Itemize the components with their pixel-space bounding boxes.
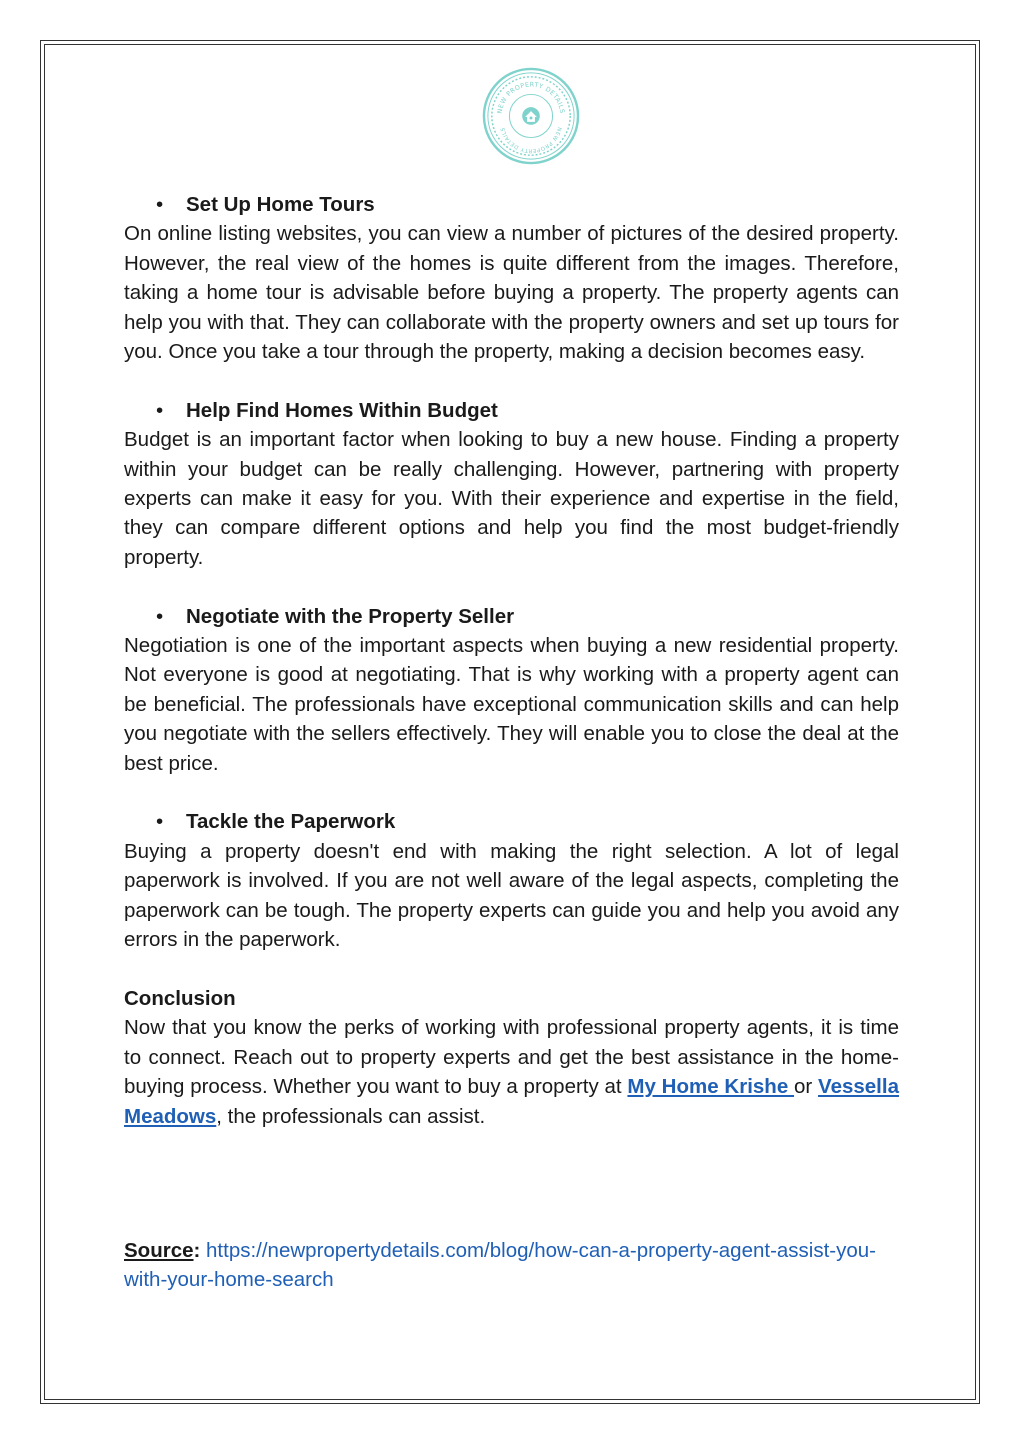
conclusion-text-end: , the professionals can assist. [216, 1104, 486, 1128]
section-heading-text: Negotiate with the Property Seller [186, 604, 515, 628]
bullet-icon: • [156, 398, 164, 422]
section-negotiate [124, 602, 899, 778]
main-content [124, 190, 899, 1160]
section-heading [124, 807, 899, 836]
svg-text:NEW PROPERTY DETAILS: NEW PROPERTY DETAILS [500, 126, 562, 154]
conclusion-heading: Conclusion [124, 986, 236, 1010]
conclusion-text-start: Now that you know the perks of working with professional property agents, it is time to connect. Reach out to property experts and get the best assistance in the home-buying process. Whether you want to buy a property at [124, 1016, 899, 1099]
section-conclusion [124, 984, 899, 1131]
source-label: Source [124, 1239, 194, 1262]
section-budget [124, 396, 899, 572]
section-paperwork [124, 807, 899, 954]
bullet-icon: • [156, 604, 164, 628]
my-home-krishe-link[interactable]: My Home Krishe [627, 1075, 795, 1099]
section-heading [124, 602, 899, 631]
section-heading-text: Tackle the Paperwork [186, 810, 396, 834]
section-heading-text: Set Up Home Tours [186, 193, 375, 216]
section-body: Budget is an important factor when looking to buy a new house. Finding a property within your budget can be really challenging. However, partnering with property experts can make it easy for you. With their experience and expertise in the field, they can compare different options and help you find the most budget-friendly property. [124, 428, 899, 569]
bullet-icon: • [156, 193, 164, 216]
conclusion-body [124, 1013, 899, 1131]
logo-seal-icon [482, 67, 580, 165]
svg-text:NEW PROPERTY DETAILS: NEW PROPERTY DETAILS [495, 80, 567, 115]
source-colon: : [193, 1239, 201, 1262]
section-body: Negotiation is one of the important aspects when buying a new residential property. Not everyone is good at negotiating. That is why working with a property agent can be beneficial. The professionals have exceptional communication skills and can help you negotiate with the sellers effectively. They will enable you to close the deal at the best price. [124, 634, 899, 775]
bullet-icon: • [156, 810, 164, 834]
section-home-tours [124, 190, 899, 366]
source-block [124, 1236, 899, 1295]
section-body: Buying a property doesn't end with making the right selection. A lot of legal paperwork is involved. If you are not well aware of the legal aspects, completing the paperwork can be tough. The property experts can guide you and help you avoid any errors in the paperwork. [124, 839, 899, 952]
section-heading [124, 190, 899, 219]
conclusion-text-middle: or [794, 1075, 819, 1099]
source-url-link[interactable]: https://newpropertydetails.com/blog/how-can-a-property-agent-assist-you-with-your-home-search [124, 1239, 877, 1292]
section-body: On online listing websites, you can view a number of pictures of the desired property. However, the real view of the homes is quite different from the images. Therefore, taking a home tour is advisable before buying a property. The property agents can help you with that. They can collaborate with the property owners and set up tours for you. Once you take a tour through the property, making a decision becomes easy. [124, 222, 899, 364]
section-heading [124, 396, 899, 425]
section-heading-text: Help Find Homes Within Budget [186, 398, 498, 422]
vessella-meadows-link[interactable]: Vessella Meadows [124, 1075, 899, 1128]
